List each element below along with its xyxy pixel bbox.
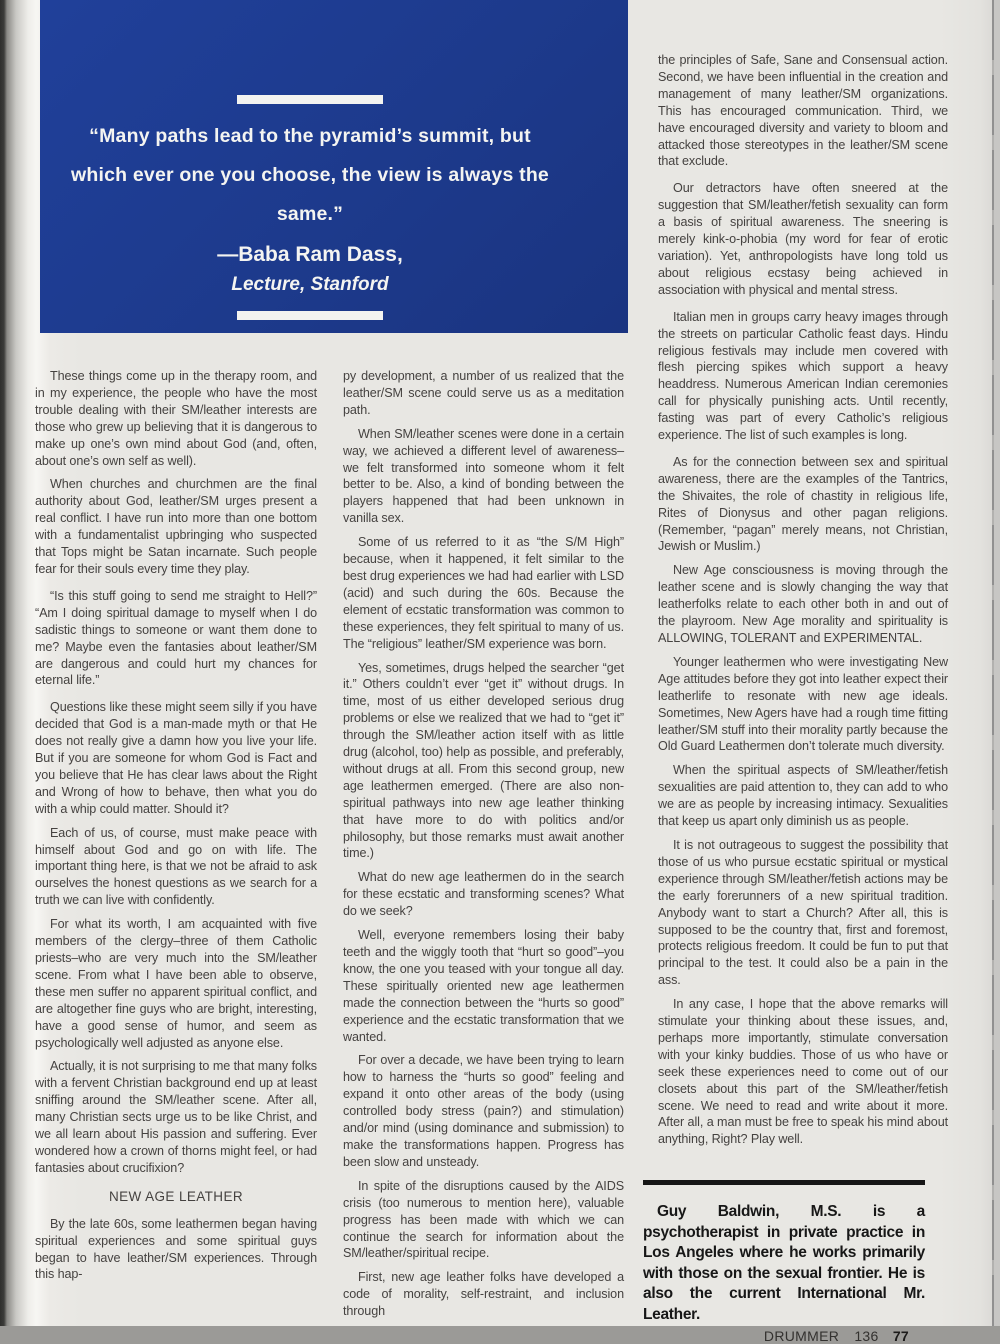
article-paragraph: “Is this stuff going to send me straight to Hell?” “Am I doing spiritual damage to myself when I do sadistic things to someone or want them done to me? Maybe even the fantasies about leather/SM are dangerous and could hurt my chances for eternal life.” [35,588,317,688]
pull-quote-text: “Many paths lead to the pyramid’s summit, but which ever one you choose, the view is always the same.” [71,125,549,225]
article-paragraph: Italian men in groups carry heavy images through the streets on particular Catholic feast days. Hindu religious festivals may include men covered with flesh piercing spikes which support a heavy headdress. Numerous American Indian ceremonies call for physically punishing acts. Until recently, fasting was part of every Catholic’s religious experience. The list of such examples is long. [658,309,948,443]
article-paragraph: Some of us referred to it as “the S/M High” because, when it happened, it felt similar to the best drug experiences we had had earlier with LSD (acid) and such during the 60s. Because the element of ecstatic transformation was common to these experiences, they felt spiritual to many of us. The “religious” leather/SM experience was born. [343,535,624,651]
pull-quote-source: Lecture, Stanford [231,274,389,295]
magazine-name: DRUMMER [763,1328,840,1344]
article-paragraph: Each of us, of course, must make peace with himself about God and go on with life. The important thing here, is that we not be afraid to ask ourselves the honest questions as we search for a truth we can live with confidently. [35,825,317,908]
article-paragraph: As for the connection between sex and spiritual awareness, there are the examples of the Tantrics, the Shivaites, the role of chastity in religious life, Rites of Dionysus and other pagan religions. (Remember, “pagan” merely means, not Christian, Jewish or Muslim.) [658,454,948,554]
article-paragraph: In any case, I hope that the above remarks will stimulate your thinking about these issues, and, perhaps more importantly, stimulate conversation with your kinky buddies. Those of us who have or seek these experiences need to come out of our closets about this part of the SM/leather/fetish scene. We need to read and write about it more. After all, a man must be free to speak his mind about anything, Right? Play well. [658,997,948,1147]
issue-number: 136 [854,1328,879,1344]
pull-quote-content [40,95,628,320]
page-right-paper-edge [994,0,1000,1326]
article-paragraph: For what its worth, I am acquainted with five members of the clergy–three of them Catholic priests–who are very much into the SM/leather scene. From what I have been able to observe, these men suffer no apparent spiritual conflict, and are altogether fine guys who are bright, interesting, have a good sense of humor, and seem as psychologically well adjusted as anyone else. [35,917,317,1050]
divider-bar-bottom [237,311,383,320]
article-paragraph: New Age consciousness is moving through the leather scene and is slowly changing the way that leatherfolks relate to each other both in and out of the playroom. New Age morality and spirituality is ALLOWING, TOLERANT and EXPERIMENTAL. [658,563,948,645]
article-paragraph: Our detractors have often sneered at the suggestion that SM/leather/fetish sexuality can form a basis of spiritual awareness. The sneering is merely kink-o-phobia (my word for fear of erotic variation). Yet, anthropologists have long told us about religious ecstasy being achieved in association with physical and mental stress. [658,181,948,297]
pull-quote-box [40,0,628,333]
page-right-edge-line [992,0,994,1326]
article-paragraph: When churches and churchmen are the final authority about God, leather/SM urges present a real conflict. I have run into more than one bottom with a fundamentalist upbringing who suspected that Tops might be Satan incarnate. Such people fear for their souls every time they play. [35,477,317,576]
page-number: 77 [892,1328,909,1344]
author-bio-block [643,1180,925,1344]
page-folio [643,1328,925,1344]
article-column-2 [343,368,624,1327]
author-bio-text: Guy Baldwin, M.S. is a psychotherapist in private practice in Los Angeles where he works primarily with those on the sexual frontier. He is also the current International Mr. Leather. [643,1203,925,1323]
article-paragraph: py development, a number of us realized that the leather/SM scene could serve us as a meditation path. [343,369,624,417]
article-paragraph: It is not outrageous to suggest the possibility that those of us who pursue ecstatic spiritual or mystical experience through SM/leather/fetish actions may be the early forerunners of a new spiritual tradition. Anybody want to start a Church? After all, this is supposed to be the country that, first and foremost, protects religious freedom. It could be fun to put that principal to the test. It could also be a pain in the ass. [658,837,948,988]
article-paragraph: Questions like these might seem silly if you have decided that God is a man-made myth or that He does not really give a damn how you live your life. But if you are someone for whom God is Fact and you believe that He has clear laws about the Right and Wrong of how to behave, then what you do with a whip could matter. Should it? [35,700,317,816]
article-paragraph: Well, everyone remembers losing their baby teeth and the wiggly tooth that “hurt so good”–you know, the one you teased with your tongue all day. These spiritually oriented new age leathermen made the connection between the “hurts so good” experience and the ecstatic transformation that we wanted. [343,928,624,1044]
article-paragraph: Yes, sometimes, drugs helped the searcher “get it.” Others couldn’t ever “get it” without drugs. In time, most of us either developed serious drug problems or else we realized that we had to “get it” through the SM/leather action itself with as little drug (alcohol, too) help as possible, and preferably, without drugs at all. From this second group, new age leathermen emerged. (There are also non-spiritual pathways into new age leather thinking that have more to do with politics and/or philosophy, but those remarks must await another time.) [343,660,624,861]
article-paragraph: First, new age leather folks have developed a code of morality, self-restraint, and inclusion through [343,1270,624,1319]
bio-divider-rule [643,1180,925,1185]
article-paragraph: When the spiritual aspects of SM/leather/fetish sexualities are paid attention to, they can add to who we are as people by increasing intimacy. Sexualities that keep us apart only diminish us as people. [658,763,948,829]
section-heading: NEW AGE LEATHER [108,1188,244,1204]
article-paragraph: When SM/leather scenes were done in a certain way, we achieved a different level of awareness–we felt transformed into someone whom it felt better to be. Also, a kind of bonding between the players happened that had been unknown in vanilla sex. [343,426,624,526]
article-paragraph: What do new age leathermen do in the search for these ecstatic and transforming scenes? What do we seek? [343,870,624,919]
article-paragraph: In spite of the disruptions caused by the AIDS crisis (too numerous to mention here), valuable progress has been made with which we can continue the search for information about the SM/leather/spiritual recipe. [343,1178,624,1261]
article-paragraph: the principles of Safe, Sane and Consensual action. Second, we have been influential in the creation and management of many leather/SM organizations. This has encouraged communication. Third, we have encouraged diversity and variety to bloom and attacked those stereotypes in the leather/SM scene that exclude. [658,53,948,169]
article-paragraph: Actually, it is not surprising to me that many folks with a fervent Christian background end up at least sniffing around the SM/leather scene. After all, many Christian sects urge us to be like Christ, and we all learn about His passion and suffering. Ever wondered how a crown of thorns might feel, or had fantasies about crucifixion? [35,1059,317,1175]
article-paragraph: These things come up in the therapy room, and in my experience, the people who have the most trouble dealing with their SM/leather interests are those who grew up believing that it is dangerous to make up one’s own mind about God (and, often, about one’s own self as well). [35,369,317,468]
pull-quote-attribution: —Baba Ram Dass, [217,243,403,266]
article-paragraph: By the late 60s, some leathermen began having spiritual experiences and some spiritual guys began to have leather/SM experiences. Through this hap- [35,1216,317,1282]
divider-bar-top [237,95,383,104]
article-paragraph: Younger leathermen who were investigating New Age attitudes before they got into leather expect their leatherlife to resonate with new age ideals. Sometimes, New Agers have had a rough time fitting leather/SM stuff into their morality partly because the Old Guard Leathermen don’t tolerate much diversity. [658,654,948,754]
article-paragraph: For over a decade, we have been trying to learn how to harness the “hurts so good” feeling and expand it onto other areas of the body (using controlled body stress (pain?) and stimulation) and/or mind (using dominance and submission) to make the transformations happen. Progress has been slow and unsteady. [343,1053,624,1169]
article-column-3 [658,52,948,1155]
article-column-1 [35,368,317,1290]
